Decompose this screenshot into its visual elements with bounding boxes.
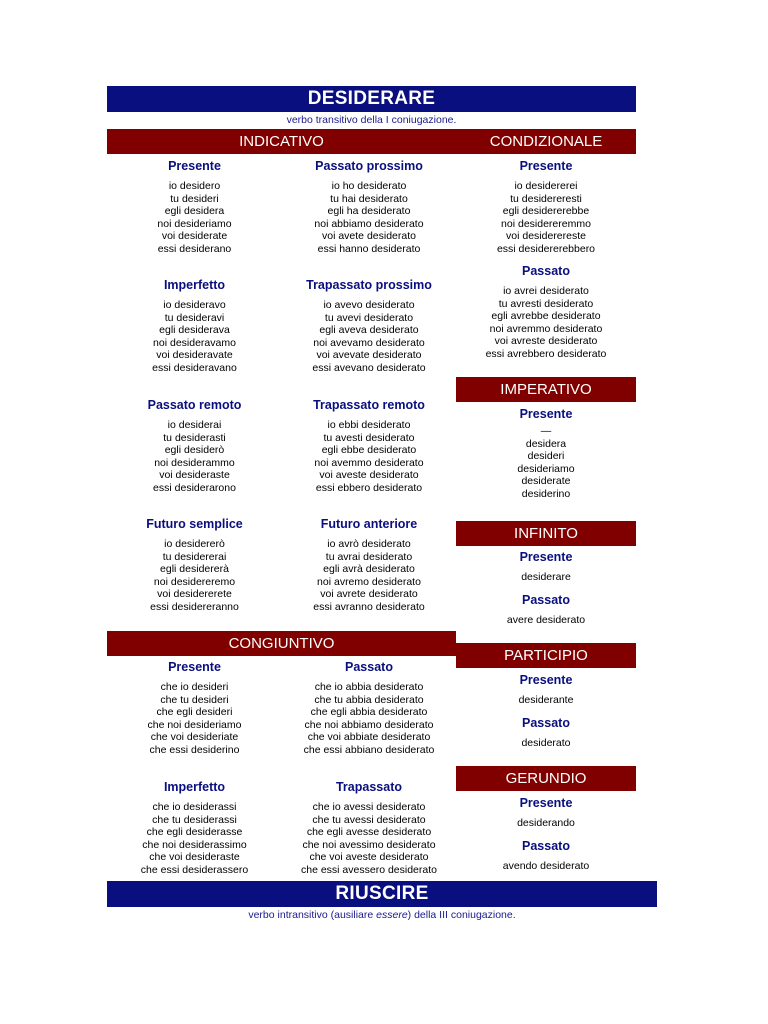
verb-form: che egli desiderasse <box>146 826 243 839</box>
verb-form: essi desiderarono <box>153 481 236 494</box>
tense-heading: Presente <box>519 159 573 173</box>
verb-form: — <box>540 425 552 437</box>
verb-form: che essi desiderino <box>149 743 240 756</box>
indicativo-futuro-semplice <box>107 516 282 614</box>
tense-forms <box>107 299 282 375</box>
verb-form: noi avevamo desiderato <box>313 336 425 349</box>
verb-form: io avrò desiderato <box>327 538 411 550</box>
tense-heading: Presente <box>519 673 573 687</box>
verb-form: voi avevate desiderato <box>316 349 422 362</box>
verb-form: tu avrai desiderato <box>325 550 413 563</box>
verb-form: tu avevi desiderato <box>324 311 414 324</box>
participio-presente: desiderante <box>518 694 574 706</box>
tense-forms <box>107 681 282 757</box>
verb-form: tu avresti desiderato <box>498 297 594 310</box>
tense-heading: Futuro anteriore <box>320 517 418 531</box>
verb-form: desideriamo <box>517 462 575 475</box>
tense-heading: Passato <box>522 264 570 278</box>
verb-form: voi avrete desiderato <box>320 588 418 601</box>
verb-form: noi avremo desiderato <box>317 575 421 588</box>
tense-forms <box>282 419 456 495</box>
indicativo-imperfetto <box>107 277 282 375</box>
verb-form: egli desiderò <box>164 444 225 457</box>
gerundio-presente: desiderando <box>517 817 575 829</box>
tense-forms <box>107 538 282 614</box>
infinito-presente: desiderare <box>521 571 571 583</box>
tense-heading: Futuro semplice <box>146 517 243 531</box>
verb-form: noi desideravamo <box>153 336 236 349</box>
verb-form: desideri <box>527 450 565 463</box>
verb-form: essi desidereranno <box>150 600 239 613</box>
indicativo-passato-remoto <box>107 397 282 495</box>
indicativo-trapassato-remoto <box>282 397 456 495</box>
verb-form: voi desiderate <box>161 230 228 243</box>
verb-form: voi desidererete <box>157 588 232 601</box>
tense-heading: Passato prossimo <box>315 159 423 173</box>
verb-form: voi aveste desiderato <box>319 469 419 482</box>
tense-forms <box>456 180 636 256</box>
tense-forms <box>282 801 456 877</box>
infinito-passato: avere desiderato <box>506 614 586 626</box>
congiuntivo-imperfetto <box>107 779 282 877</box>
verb-form: egli avrà desiderato <box>323 563 415 576</box>
condizionale-presente <box>456 158 636 256</box>
participio-passato: desiderato <box>521 737 571 749</box>
tense-forms <box>282 180 456 256</box>
verb-form: noi desiderammo <box>154 456 235 469</box>
verb-form: essi hanno desiderato <box>317 242 421 255</box>
verb-form: essi desidererebbero <box>496 242 596 255</box>
verb-form: io ho desiderato <box>331 180 407 192</box>
verb-form: tu hai desiderato <box>330 192 408 205</box>
tense-forms <box>107 801 282 877</box>
congiuntivo-passato <box>282 659 456 757</box>
verb-title-bar <box>107 86 636 112</box>
verb-form: che noi avessimo desiderato <box>302 838 436 851</box>
verb-form: che noi desideriamo <box>147 718 242 731</box>
congiuntivo-presente <box>107 659 282 757</box>
verb-form: egli desidera <box>164 205 225 218</box>
tense-heading: Passato <box>345 660 393 674</box>
condizionale-header: CONDIZIONALE <box>456 129 636 154</box>
verb-form: che essi avessero desiderato <box>301 863 437 876</box>
verb-form: che egli abbia desiderato <box>310 706 428 719</box>
tense-heading: Trapassato <box>335 780 402 794</box>
verb-form: egli aveva desiderato <box>319 324 419 337</box>
verb-form: io desidererei <box>514 180 578 192</box>
verb-form: essi desideravano <box>152 361 237 374</box>
verb-form: tu desiderasti <box>163 431 226 444</box>
gerundio-header: GERUNDIO <box>456 766 636 791</box>
verb-form: tu desidererai <box>162 550 227 563</box>
indicativo-futuro-anteriore <box>282 516 456 614</box>
verb-form: che tu desiderassi <box>152 813 237 826</box>
verb-form: che essi desiderassero <box>140 863 249 876</box>
verb-form: che io avessi desiderato <box>312 801 426 813</box>
verb-form: che egli desideri <box>156 706 233 719</box>
verb-form: essi ebbero desiderato <box>315 481 423 494</box>
tense-forms <box>282 299 456 375</box>
infinito-forms <box>456 549 636 627</box>
verb-form: noi desidereremmo <box>501 217 591 230</box>
verb-form: tu avesti desiderato <box>323 431 415 444</box>
tense-forms <box>456 425 636 501</box>
tense-heading: Trapassato prossimo <box>306 278 432 292</box>
imperativo-presente <box>456 406 636 501</box>
tense-forms <box>282 538 456 614</box>
verb-form: essi avranno desiderato <box>313 600 425 613</box>
verb-form: voi avreste desiderato <box>494 335 598 348</box>
verb-form: io desiderai <box>167 419 222 431</box>
verb-form: essi avevano desiderato <box>312 361 426 374</box>
verb-form: io ebbi desiderato <box>327 419 411 431</box>
verb-form: egli avrebbe desiderato <box>491 310 601 323</box>
indicativo-presente <box>107 158 282 256</box>
indicativo-trapassato-prossimo <box>282 277 456 375</box>
congiuntivo-header: CONGIUNTIVO <box>107 631 456 656</box>
verb-form: che voi desideriate <box>150 731 239 744</box>
verb-form: egli desidererà <box>160 563 229 576</box>
verb-form: voi desiderereste <box>506 230 586 243</box>
tense-heading: Imperfetto <box>163 278 226 292</box>
verb-form: egli ha desiderato <box>327 205 411 218</box>
indicativo-passato-prossimo <box>282 158 456 256</box>
verb-form: noi avremmo desiderato <box>489 322 603 335</box>
verb-form: noi desidereremo <box>153 575 236 588</box>
participio-forms <box>456 672 636 750</box>
tense-heading: Imperfetto <box>163 780 226 794</box>
verb-form: che noi desiderassimo <box>142 838 247 851</box>
condizionale-passato <box>456 263 636 361</box>
verb-subtitle: verbo transitivo della I coniugazione. <box>286 114 457 126</box>
verb-form: che io desiderassi <box>152 801 237 813</box>
verb-form: io desidererò <box>164 538 225 550</box>
verb-form: che io abbia desiderato <box>314 681 424 693</box>
tense-heading: Passato <box>522 839 570 853</box>
verb-form: che voi desideraste <box>149 851 240 864</box>
tense-heading: Presente <box>168 159 221 173</box>
next-verb-subtitle: verbo intransitivo (ausiliare essere) della III coniugazione. <box>248 909 516 921</box>
verb-form: voi desideraste <box>159 469 230 482</box>
verb-form: io avrei desiderato <box>503 285 589 297</box>
tense-forms <box>107 419 282 495</box>
tense-forms <box>282 681 456 757</box>
verb-form: egli desidererebbe <box>502 205 590 218</box>
verb-form: che essi abbiano desiderato <box>303 743 435 756</box>
verb-form: che tu desideri <box>160 693 229 706</box>
verb-form: essi avrebbero desiderato <box>485 347 607 360</box>
tense-heading: Presente <box>519 550 573 564</box>
tense-heading: Presente <box>168 660 221 674</box>
verb-form: che tu avessi desiderato <box>312 813 426 826</box>
verb-form: che voi abbiate desiderato <box>307 731 431 744</box>
tense-heading: Presente <box>519 796 573 810</box>
verb-form: io desidero <box>168 180 221 192</box>
tense-heading: Passato remoto <box>147 398 242 412</box>
next-verb-title-bar <box>107 881 657 907</box>
next-verb-title: RIUSCIRE <box>335 883 429 904</box>
tense-forms <box>107 180 282 256</box>
verb-form: desidera <box>525 437 567 450</box>
verb-form: tu desidereresti <box>510 192 582 205</box>
verb-form: io avevo desiderato <box>323 299 415 311</box>
verb-form: che io desideri <box>160 681 229 693</box>
gerundio-passato: avendo desiderato <box>502 860 590 872</box>
verb-form: noi avemmo desiderato <box>314 456 424 469</box>
verb-form: che egli avesse desiderato <box>306 826 432 839</box>
verb-form: voi desideravate <box>156 349 233 362</box>
verb-form: voi avete desiderato <box>322 230 416 243</box>
verb-form: tu desideravi <box>164 311 225 324</box>
imperativo-header: IMPERATIVO <box>456 377 636 402</box>
verb-form: egli desiderava <box>159 324 230 337</box>
infinito-header: INFINITO <box>456 521 636 546</box>
verb-form: desiderate <box>521 475 571 488</box>
indicativo-header: INDICATIVO <box>107 129 456 154</box>
gerundio-forms <box>456 795 636 873</box>
participio-header: PARTICIPIO <box>456 643 636 668</box>
congiuntivo-trapassato <box>282 779 456 877</box>
tense-heading: Trapassato remoto <box>313 398 425 412</box>
verb-form: che voi aveste desiderato <box>309 851 429 864</box>
verb-form: essi desiderano <box>157 242 232 255</box>
tense-heading: Presente <box>519 407 573 421</box>
tense-heading: Passato <box>522 593 570 607</box>
verb-title: DESIDERARE <box>307 88 436 109</box>
verb-form: desiderino <box>521 487 571 500</box>
verb-form: io desideravo <box>163 299 226 311</box>
verb-form: noi abbiamo desiderato <box>314 217 424 230</box>
verb-form: che noi abbiamo desiderato <box>304 718 434 731</box>
tense-forms <box>456 285 636 361</box>
tense-heading: Passato <box>522 716 570 730</box>
verb-form: noi desideriamo <box>157 217 232 230</box>
verb-form: che tu abbia desiderato <box>314 693 424 706</box>
verb-form: egli ebbe desiderato <box>321 444 417 457</box>
verb-form: tu desideri <box>170 192 219 205</box>
